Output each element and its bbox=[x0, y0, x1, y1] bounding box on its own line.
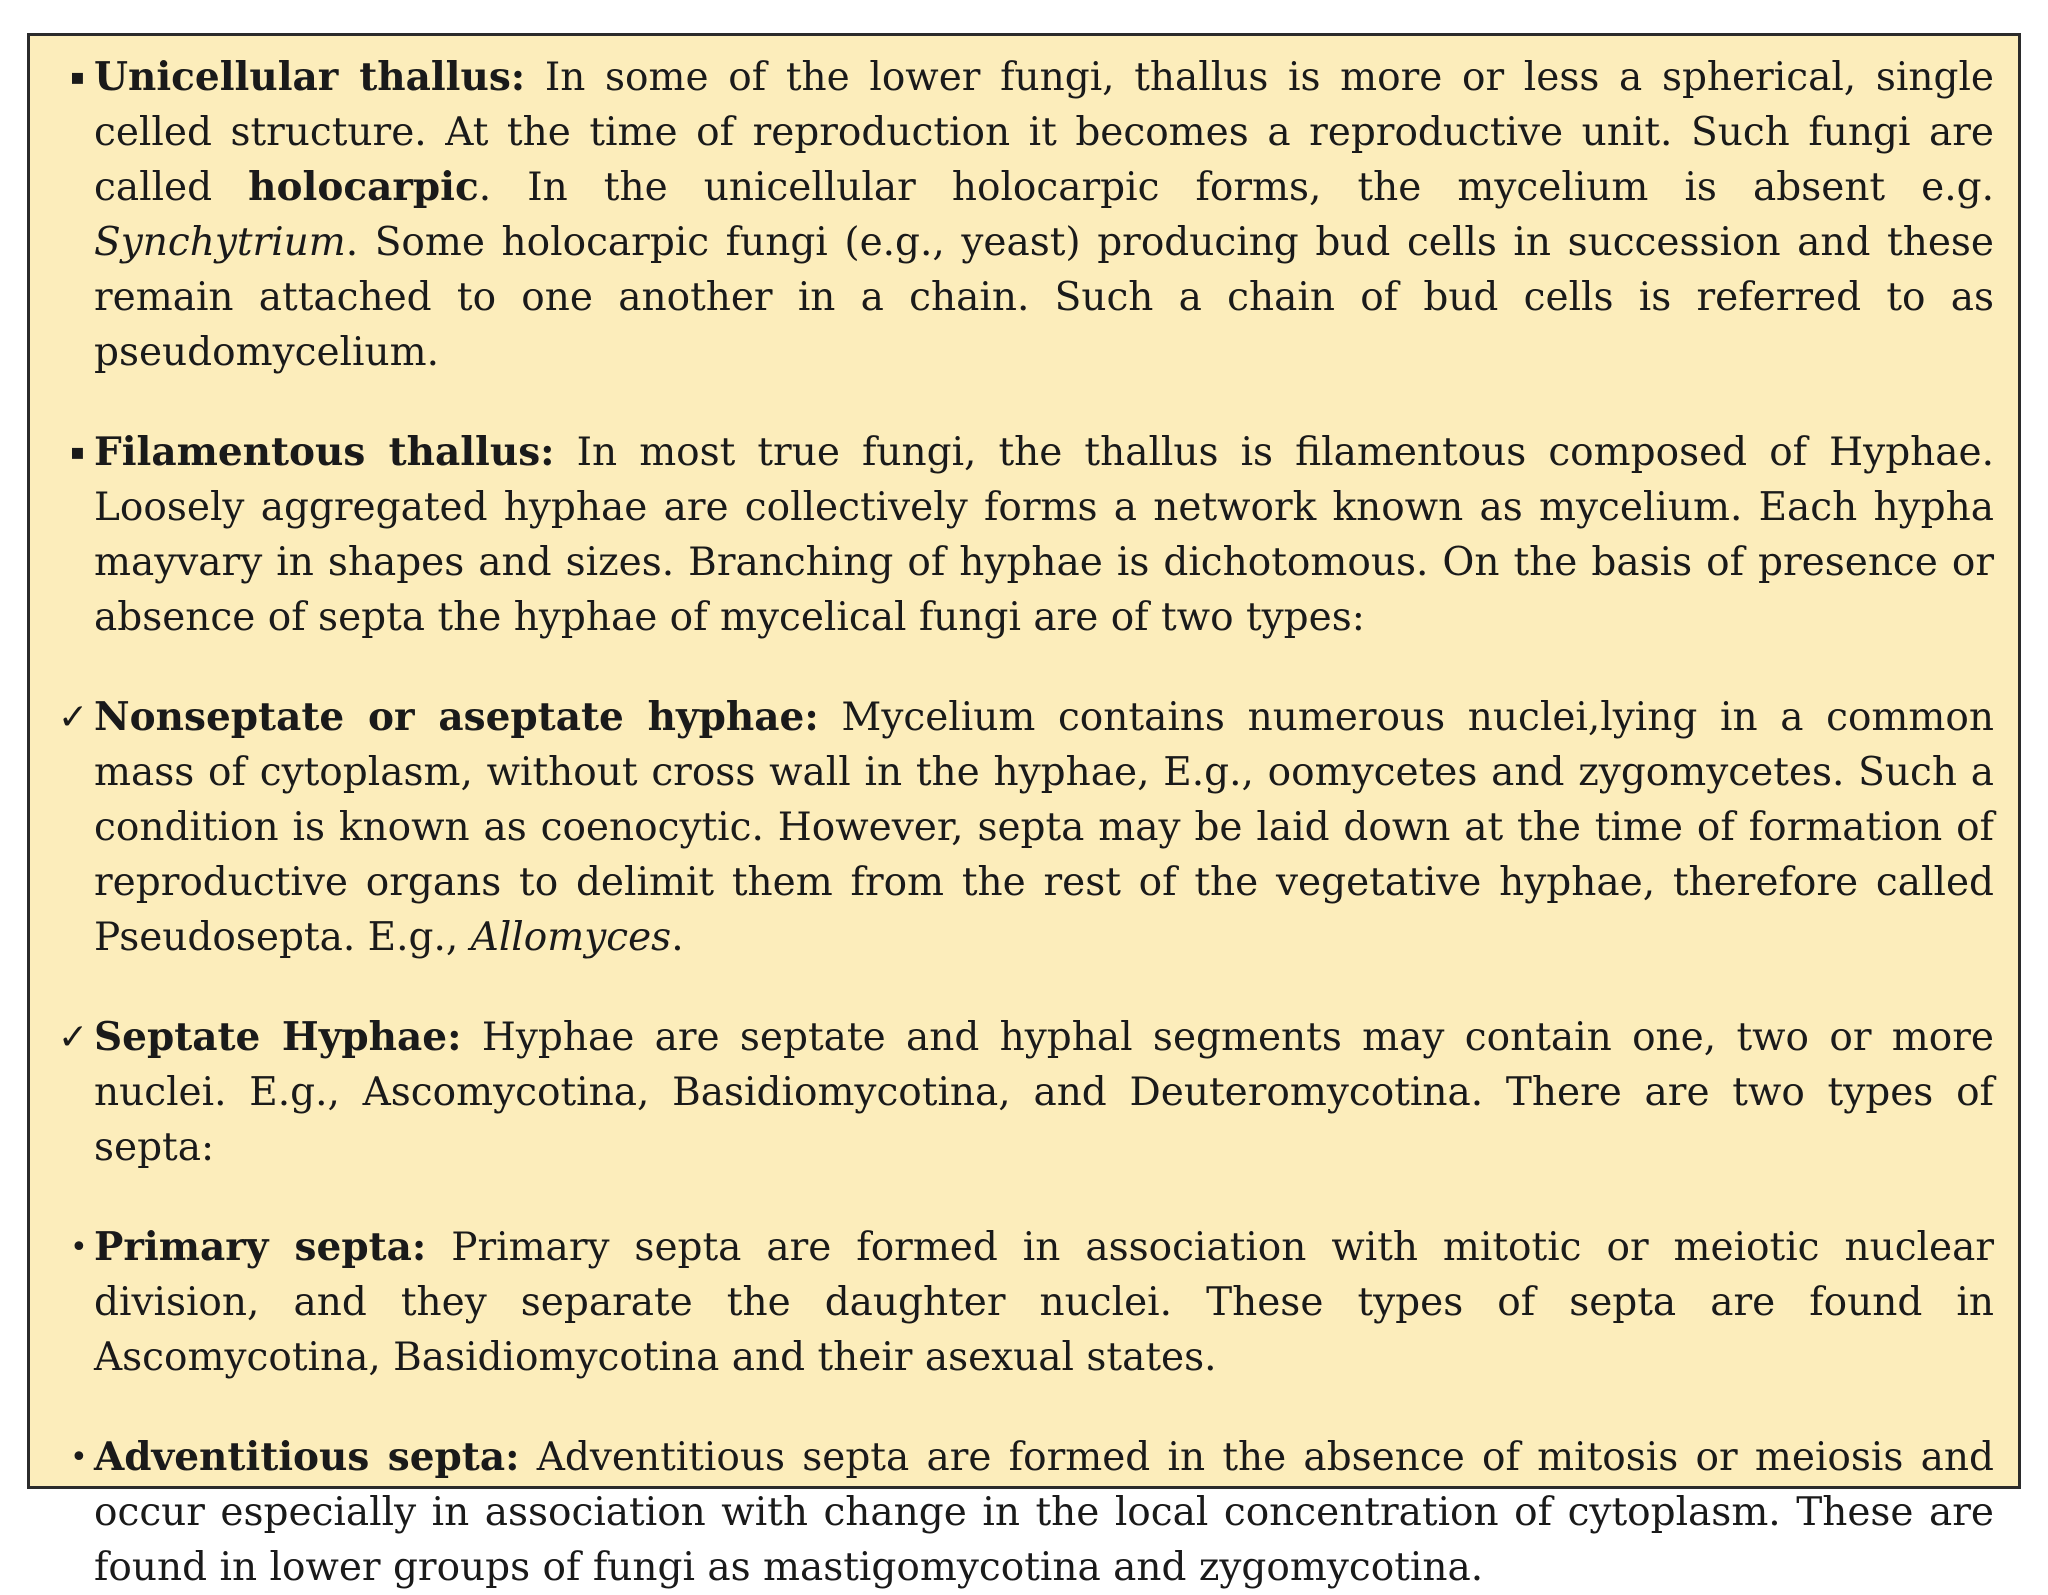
item-text: . Some holocarpic fungi (e.g., yeast) producing bud cells in succession and these remain attached to one another in a chain. Such a chain of bud cells is referred to as pseudomycelium. bbox=[94, 220, 1994, 375]
round-bullet-icon: • bbox=[70, 1440, 88, 1475]
item-heading: Septate Hyphae: bbox=[94, 1014, 462, 1060]
filamentous-thallus-text bbox=[94, 425, 1994, 645]
item-text: In most true fungi, the thallus is filamentous composed of Hyphae. Loosely aggregated hyphae are collectively forms a network known as mycelium. Each hypha mayvary in shapes and sizes. Branching of hyphae is dichotomous. On the basis of presence or absence of septa the hyphae of mycelical fungi are of two types: bbox=[94, 430, 1995, 640]
item-text: Adventitious septa are formed in the absence of mitosis or meiosis and occur especially in association with change in the local concentration of cytoplasm. These are found in lower groups of fungi as mastigomycotina and zygomycotina. bbox=[94, 1435, 1994, 1590]
bold-term: holocarpic bbox=[248, 164, 479, 210]
item-text: Hyphae are septate and hyphal segments may contain one, two or more nuclei. E.g., Ascomycotina, Basidiomycotina, and Deuteromycotina. There are two types of septa: bbox=[94, 1015, 1994, 1170]
unicellular-thallus-text bbox=[94, 50, 1994, 380]
item-text: In some of the lower fungi, thallus is more or less a spherical, single celled structure. At the time of reproduction it becomes a reproductive unit. Such fungi are called bbox=[94, 55, 1994, 210]
filamentous-thallus-item bbox=[54, 425, 1994, 645]
item-heading: Adventitious septa: bbox=[94, 1434, 520, 1480]
unicellular-thallus-item bbox=[54, 50, 1994, 380]
square-bullet-icon: ▪ bbox=[70, 440, 85, 465]
square-bullet-icon: ▪ bbox=[70, 65, 85, 90]
checkmark-icon: ✓ bbox=[58, 1017, 89, 1058]
item-text: Primary septa are formed in association with mitotic or meiotic nuclear division, and they separate the daughter nuclei. These types of septa are found in Ascomycotina, Basidiomycotina and their asexual states. bbox=[94, 1225, 1994, 1380]
italic-term: Synchytrium bbox=[94, 220, 346, 265]
italic-term: Allomyces bbox=[470, 915, 672, 960]
item-heading: Primary septa: bbox=[94, 1224, 427, 1270]
nonseptate-hyphae-text bbox=[94, 690, 1994, 965]
item-heading: Unicellular thallus: bbox=[94, 54, 526, 100]
primary-septa-item bbox=[54, 1220, 1994, 1385]
item-text: . In the unicellular holocarpic forms, the mycelium is absent e.g. bbox=[478, 165, 1995, 210]
septate-hyphae-text bbox=[94, 1010, 1994, 1175]
nonseptate-hyphae-item bbox=[54, 690, 1994, 965]
note-box bbox=[27, 33, 2021, 1590]
item-text: Mycelium contains numerous nuclei,lying in a common mass of cytoplasm, without cross wall in the hyphae, E.g., oomycetes and zygomycetes. Such a condition is known as coenocytic. However, septa may be laid down at the time of formation of reproductive organs to delimit them from the rest of the vegetative hyphae, therefore called Pseudosepta. E.g., bbox=[94, 695, 1994, 960]
adventitious-septa-text bbox=[94, 1430, 1994, 1595]
item-heading: Nonseptate or aseptate hyphae: bbox=[94, 694, 819, 740]
primary-septa-text bbox=[94, 1220, 1994, 1385]
item-text: . bbox=[671, 915, 684, 960]
septate-hyphae-item bbox=[54, 1010, 1994, 1175]
item-heading: Filamentous thallus: bbox=[94, 429, 555, 475]
adventitious-septa-item bbox=[54, 1430, 1994, 1595]
round-bullet-icon: • bbox=[70, 1230, 88, 1265]
checkmark-icon: ✓ bbox=[58, 697, 89, 738]
